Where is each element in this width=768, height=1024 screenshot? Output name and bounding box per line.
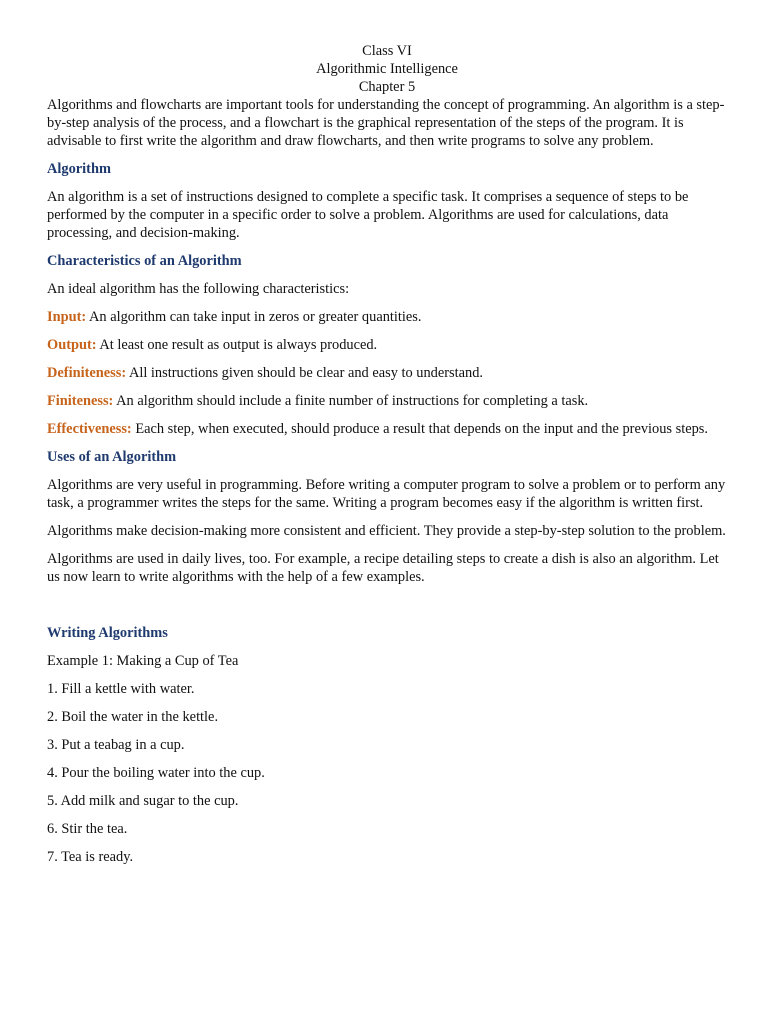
characteristic-term: Input: (47, 309, 87, 325)
characteristic-item-definiteness (47, 364, 727, 382)
uses-paragraph: Algorithms make decision-making more consistent and efficient. They provide a step-by-step solution to the problem. (47, 523, 726, 539)
list-item: 2. Boil the water in the kettle. (47, 709, 219, 725)
characteristic-item-finiteness (47, 392, 727, 410)
class-label: Class VI (362, 43, 412, 59)
steps-list (47, 680, 727, 866)
document-header (47, 42, 727, 96)
uses-heading: Uses of an Algorithm (47, 449, 177, 465)
writing-heading: Writing Algorithms (47, 625, 168, 641)
characteristic-term: Definiteness: (47, 365, 127, 381)
characteristics-heading: Characteristics of an Algorithm (47, 253, 242, 269)
list-item: 3. Put a teabag in a cup. (47, 737, 185, 753)
list-item: 6. Stir the tea. (47, 821, 128, 837)
uses-paragraph: Algorithms are very useful in programming. Before writing a computer program to solve a problem or to perform any task, a programmer writes the steps for the same. Writing a program becomes easy if the algorithm is written first. (47, 477, 726, 511)
algorithm-heading: Algorithm (47, 161, 111, 177)
algorithm-paragraph: An algorithm is a set of instructions designed to complete a specific task. It comprises a sequence of steps to be performed by the computer in a specific order to solve a problem. Algorithms are used for calculations, data processing, and decision-making. (47, 189, 689, 241)
characteristic-text: An algorithm can take input in zeros or greater quantities. (86, 309, 422, 325)
characteristic-text: At least one result as output is always produced. (96, 337, 378, 353)
section-spacer (47, 596, 727, 624)
list-item: 1. Fill a kettle with water. (47, 681, 195, 697)
list-item: 4. Pour the boiling water into the cup. (47, 765, 265, 781)
characteristic-text: Each step, when executed, should produce a result that depends on the input and the previous steps. (131, 421, 708, 437)
characteristic-term: Effectiveness: (47, 421, 132, 437)
characteristic-text: All instructions given should be clear and easy to understand. (126, 365, 484, 381)
list-item: 5. Add milk and sugar to the cup. (47, 793, 239, 809)
chapter-label: Chapter 5 (358, 79, 416, 95)
document-page (47, 42, 727, 876)
characteristic-item-output (47, 336, 727, 354)
characteristic-text: An algorithm should include a finite number of instructions for completing a task. (113, 393, 589, 409)
intro-paragraph: Algorithms and flowcharts are important tools for understanding the concept of programming. An algorithm is a step-by-step analysis of the process, and a flowchart is the graphical representation of the steps of the program. It is advisable to first write the algorithm and draw flowcharts, and then write programs to solve any problem. (47, 97, 725, 149)
example-title: Example 1: Making a Cup of Tea (47, 653, 239, 669)
characteristic-term: Output: (47, 337, 97, 353)
page-title: Algorithmic Intelligence (316, 61, 458, 77)
uses-paragraph: Algorithms are used in daily lives, too. For example, a recipe detailing steps to create a dish is also an algorithm. Let us now learn to write algorithms with the help of a few examples. (47, 551, 719, 585)
characteristic-term: Finiteness: (47, 393, 114, 409)
characteristics-lead: An ideal algorithm has the following characteristics: (47, 281, 350, 297)
characteristic-item-input (47, 308, 727, 326)
characteristic-item-effectiveness (47, 420, 727, 438)
list-item: 7. Tea is ready. (47, 849, 134, 865)
